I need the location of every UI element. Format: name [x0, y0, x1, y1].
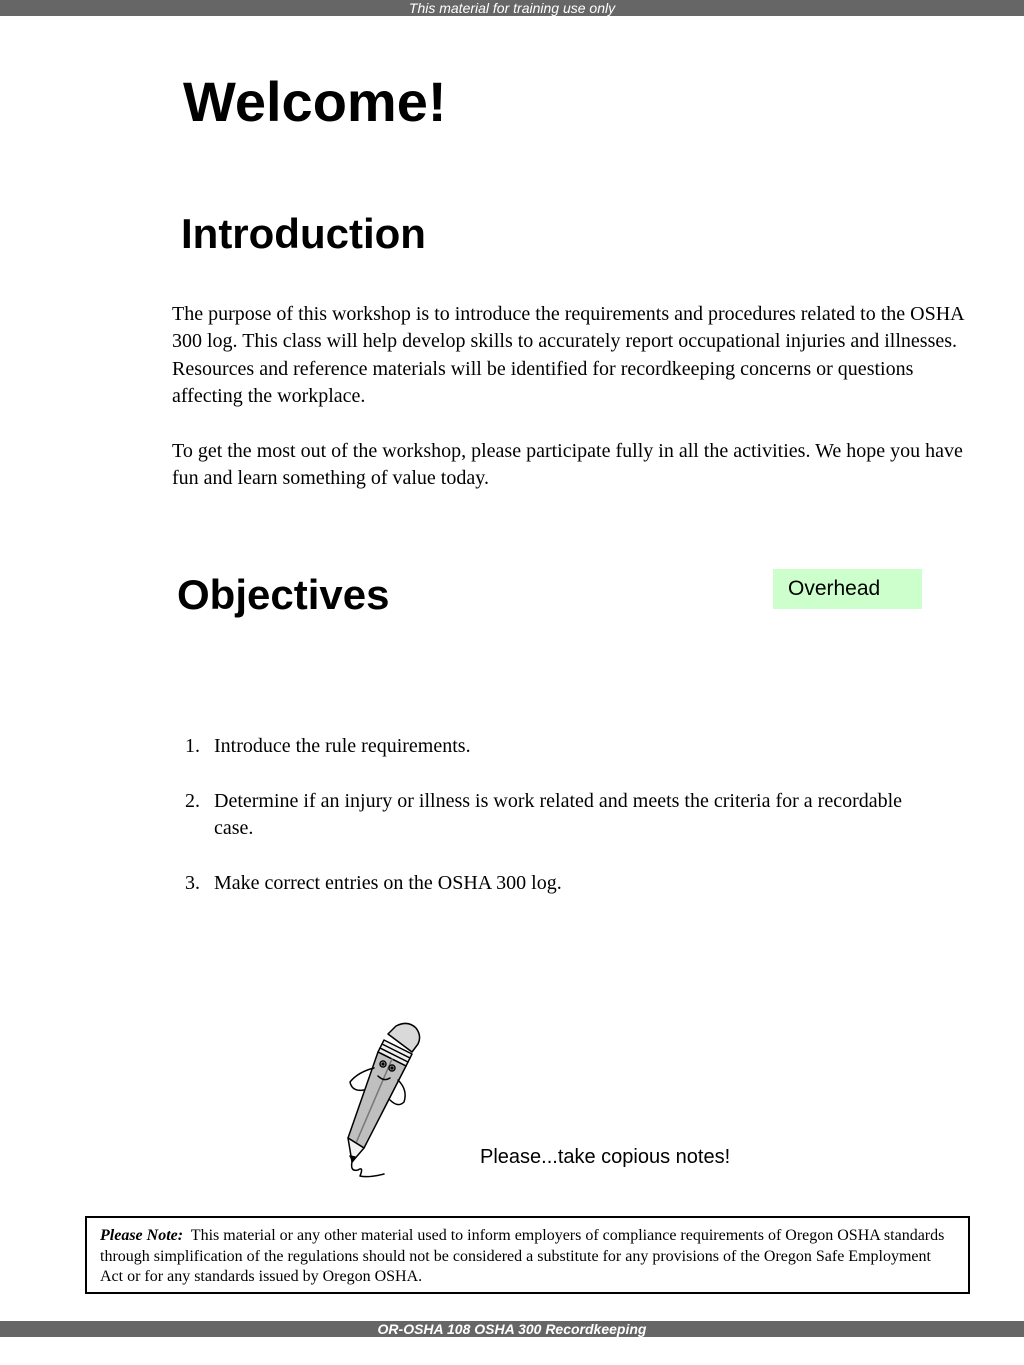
objectives-heading: Objectives — [177, 571, 390, 618]
objective-text: Introduce the rule requirements. — [214, 735, 471, 757]
objective-item — [185, 733, 945, 760]
footer-banner: OR-OSHA 108 OSHA 300 Recordkeeping — [0, 1321, 1024, 1337]
pencil-character-icon — [328, 1020, 428, 1185]
top-banner: This material for training use only — [0, 0, 1024, 16]
objective-text: Determine if an injury or illness is work related and meets the criteria for a recordable case. — [214, 790, 903, 840]
introduction-paragraph: To get the most out of the workshop, please participate fully in all the activities. We hope you have fun and learn something of value today. — [172, 440, 963, 490]
objective-item — [185, 870, 945, 897]
notes-caption: Please...take copious notes! — [480, 1146, 731, 1168]
objective-number: 3. — [185, 872, 200, 894]
note-label: Please Note: — [100, 1227, 184, 1244]
note-text: This material or any other material used to inform employers of compliance requirements of Oregon OSHA standards through simplification of the regulations should not be considered a substitute for any provisions of the Oregon Safe Employment Act or for any standards issued by Oregon OSHA. — [100, 1227, 945, 1285]
objective-number: 2. — [185, 790, 200, 812]
objective-number: 1. — [185, 735, 200, 757]
objective-text: Make correct entries on the OSHA 300 log. — [214, 872, 562, 894]
introduction-heading: Introduction — [181, 210, 426, 257]
introduction-paragraph: The purpose of this workshop is to introduce the requirements and procedures related to the OSHA 300 log. This class will help develop skills to accurately report occupational injuries and illnesses. Resources and reference materials will be identified for recordkeeping concerns or questions affecting the workplace. — [172, 303, 964, 407]
overhead-badge: Overhead — [773, 569, 922, 609]
page-title: Welcome! — [183, 70, 447, 133]
objective-item — [185, 788, 945, 843]
disclaimer-box — [85, 1216, 970, 1294]
